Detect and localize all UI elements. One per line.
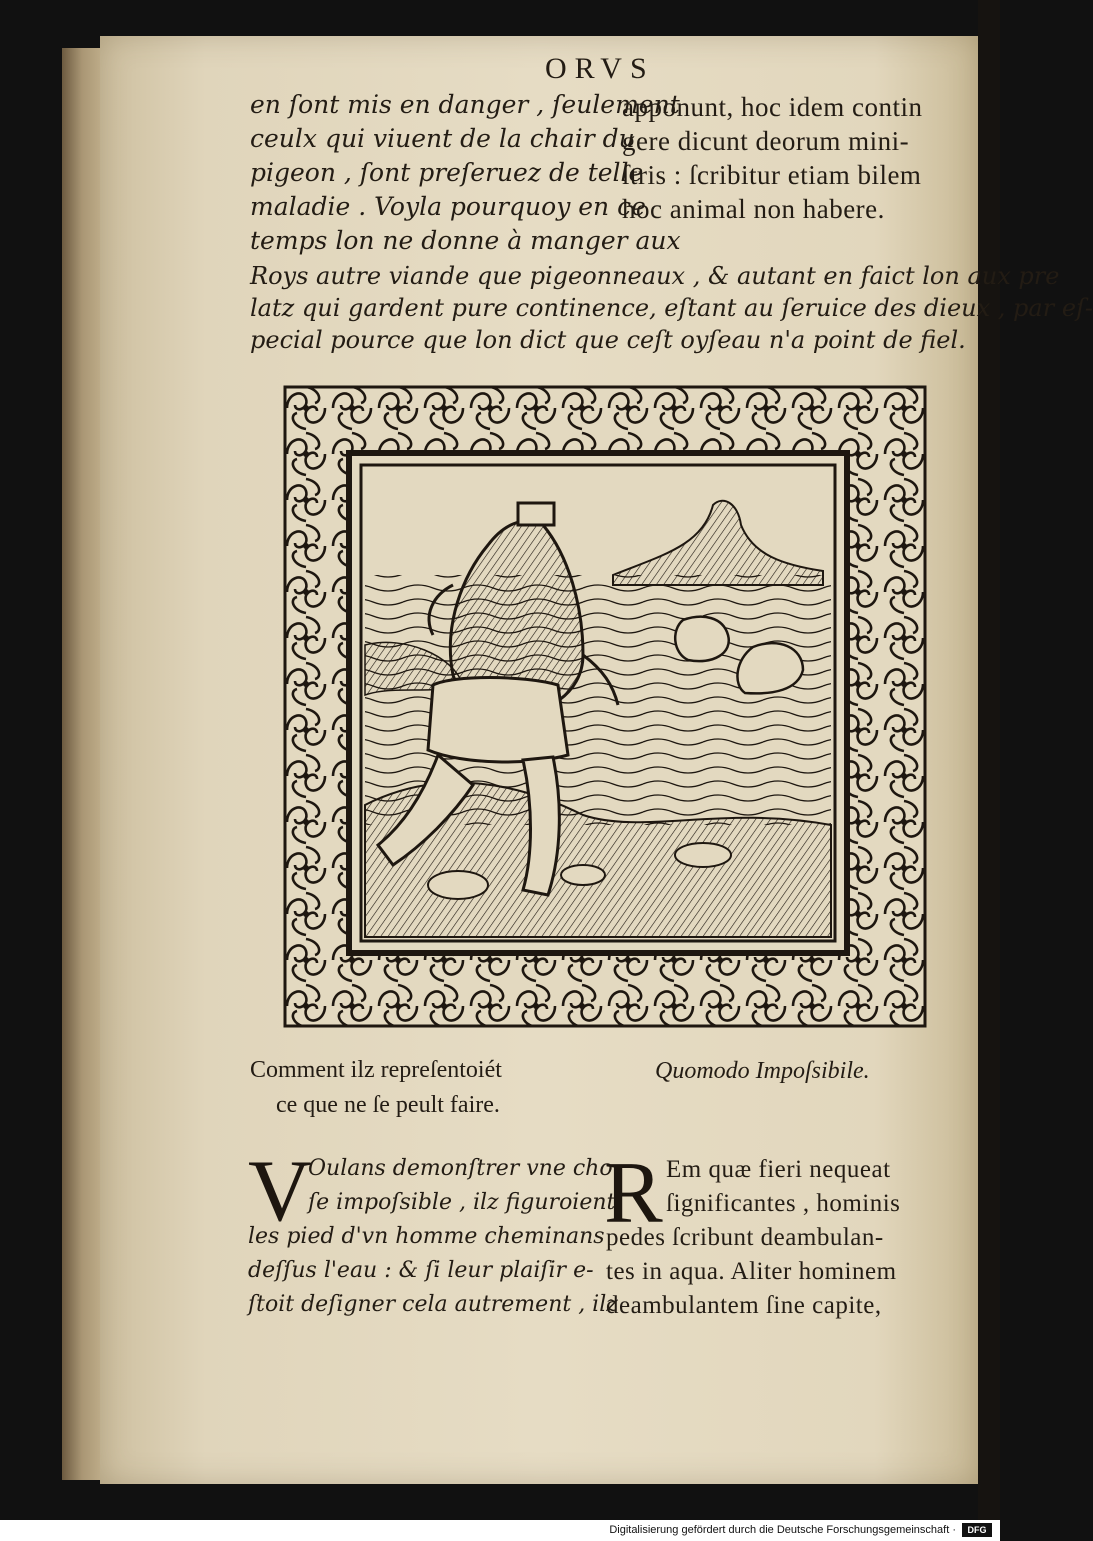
text-line: en ſont mis en danger , ſeulement [250, 90, 680, 119]
text-line: Em quæ fieri nequeat [666, 1156, 891, 1183]
text-line: ſignificantes , hominis [666, 1190, 901, 1217]
digitization-credit: Digitalisierung gefördert durch die Deutsche Forschungsgemeinschaft · [0, 1520, 1000, 1541]
caption-latin: Quomodo Impoſsibile. [655, 1058, 870, 1084]
drop-cap-r: R [604, 1145, 663, 1242]
text-line: deambulantem ſine capite, [606, 1292, 882, 1319]
text-line: Roys autre viande que pigeonneaux , & autant en faict lon aux pre [250, 262, 1060, 290]
text-line: pecial pource que lon dict que ceſt oyſeau n'a point de fiel. [250, 326, 966, 354]
text-line: pigeon , ſont preſeruez de telle [250, 158, 644, 187]
text-line: gere dicunt deorum mini- [622, 126, 910, 156]
text-line: tes in aqua. Aliter hominem [606, 1258, 897, 1285]
text-line: pedes ſcribunt deambulan- [606, 1224, 884, 1251]
text-line: ſtoit deſigner cela autrement , ilz [248, 1292, 618, 1317]
woodcut-illustration [283, 385, 927, 1028]
text-line: les pied d'vn homme cheminans [248, 1224, 605, 1249]
text-line: hoc animal non habere. [622, 194, 885, 224]
drop-cap-v: V [248, 1143, 312, 1240]
dfg-logo: DFG [962, 1523, 992, 1537]
running-head: ORVS [545, 52, 655, 85]
text-line: ſe impoſsible , ilz figuroient [308, 1190, 616, 1215]
text-line: apponunt, hoc idem contin [622, 92, 923, 122]
caption-french-line: Comment ilz repreſentoiét [250, 1057, 502, 1083]
text-line: ceulx qui viuent de la chair du [250, 124, 635, 153]
scan-background-strip [978, 0, 1000, 1541]
text-line: latz qui gardent pure continence, eſtant au ſeruice des dieux , par eſ- [250, 294, 1093, 322]
text-line: ſtris : ſcribitur etiam bilem [622, 160, 922, 190]
text-line: deſſus l'eau : & ſi leur plaiſir e- [248, 1258, 594, 1283]
text-line: temps lon ne donne à manger aux [250, 226, 681, 255]
caption-french-line: ce que ne ſe peult faire. [276, 1092, 500, 1118]
text-line: maladie . Voyla pourquoy en ce [250, 192, 646, 221]
text-line: Oulans demonſtrer vne cho [308, 1156, 613, 1181]
